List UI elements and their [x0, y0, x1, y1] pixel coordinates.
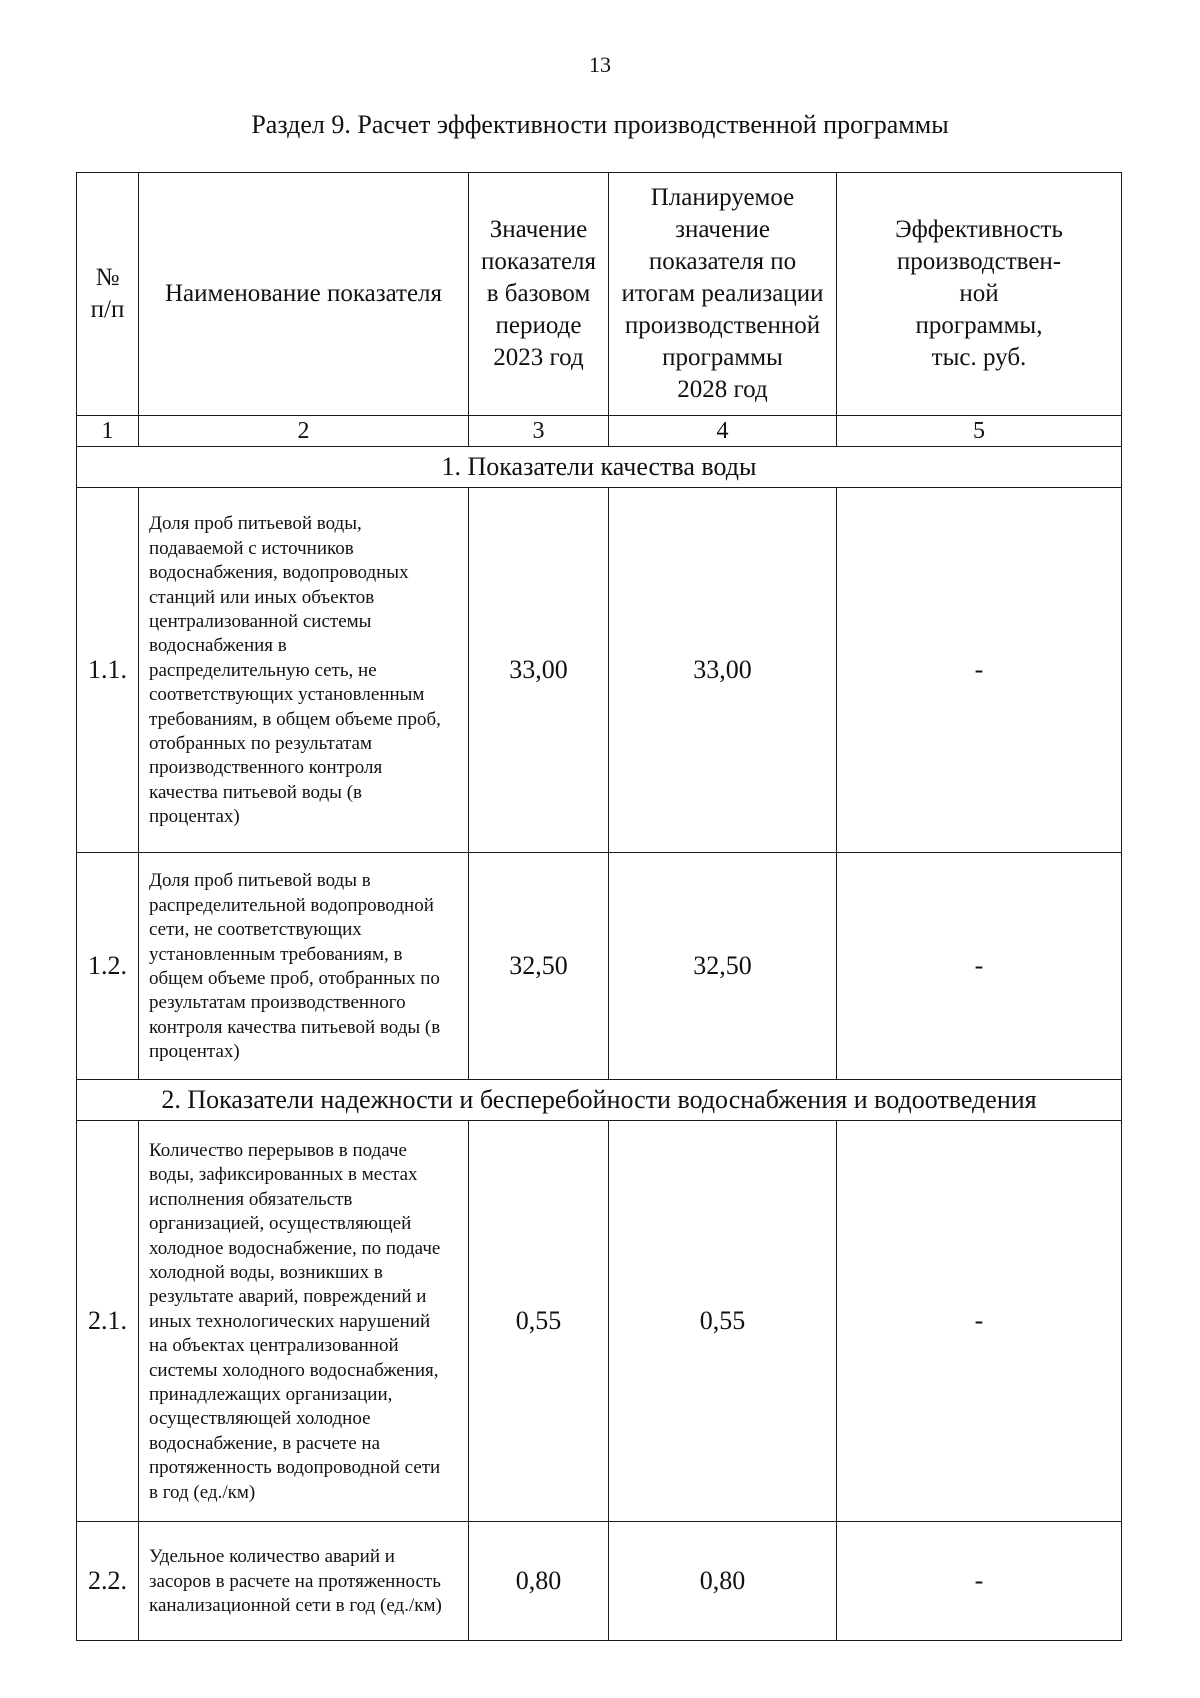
planned-value: 33,00	[609, 488, 837, 853]
table-row	[77, 1121, 1122, 1522]
table-row	[77, 488, 1122, 853]
section-row	[77, 447, 1122, 488]
table-row	[77, 853, 1122, 1080]
column-number: 1	[77, 416, 139, 447]
column-number: 5	[837, 416, 1122, 447]
row-index: 2.2.	[77, 1522, 139, 1641]
column-number: 2	[139, 416, 469, 447]
header-number: № п/п	[77, 173, 139, 416]
page-number: 13	[589, 52, 611, 77]
section-title: Раздел 9. Расчет эффективности производственной программы	[251, 110, 949, 139]
table-header-row	[77, 173, 1122, 416]
header-indicator-name: Наименование показателя	[139, 173, 469, 416]
column-number: 3	[469, 416, 609, 447]
base-value: 0,55	[469, 1121, 609, 1522]
section-heading: 1. Показатели качества воды	[77, 447, 1122, 488]
column-number-row	[77, 416, 1122, 447]
row-index: 2.1.	[77, 1121, 139, 1522]
planned-value: 32,50	[609, 853, 837, 1080]
indicator-name: Доля проб питьевой воды в распределительной водопроводной сети, не соответствующих установленным требованиям, в общем объеме проб, отобранных по результатам производственного контроля качества питьевой воды (в процентах)	[139, 853, 469, 1080]
row-index: 1.2.	[77, 853, 139, 1080]
indicator-name: Количество перерывов в подаче воды, зафиксированных в местах исполнения обязательств организацией, осуществляющей холодное водоснабжение, по подаче холодной воды, возникших в результате аварий, повреждений и иных технологических нарушений на объектах централизованной системы холодного водоснабжения, принадлежащих организации, осуществляющей холодное водоснабжение, в расчете на протяженность водопроводной сети в год (ед./км)	[139, 1121, 469, 1522]
efficiency-value: -	[837, 853, 1122, 1080]
column-number: 4	[609, 416, 837, 447]
header-planned-value: Планируемое значение показателя по итогам реализации производственной программы 2028 год	[609, 173, 837, 416]
base-value: 0,80	[469, 1522, 609, 1641]
efficiency-value: -	[837, 488, 1122, 853]
header-base-value: Значение показателя в базовом периоде 2023 год	[469, 173, 609, 416]
efficiency-value: -	[837, 1121, 1122, 1522]
planned-value: 0,55	[609, 1121, 837, 1522]
section-row	[77, 1080, 1122, 1121]
table-row	[77, 1522, 1122, 1641]
efficiency-table	[76, 172, 1122, 1641]
indicator-name: Удельное количество аварий и засоров в расчете на протяженность канализационной сети в год (ед./км)	[139, 1522, 469, 1641]
base-value: 32,50	[469, 853, 609, 1080]
header-efficiency: Эффективность производствен- ной программы, тыс. руб.	[837, 173, 1122, 416]
planned-value: 0,80	[609, 1522, 837, 1641]
row-index: 1.1.	[77, 488, 139, 853]
efficiency-value: -	[837, 1522, 1122, 1641]
base-value: 33,00	[469, 488, 609, 853]
indicator-name: Доля проб питьевой воды, подаваемой с источников водоснабжения, водопроводных станций или иных объектов централизованной системы водоснабжения в распределительную сеть, не соответствующих установленным требованиям, в общем объеме проб, отобранных по результатам производственного контроля качества питьевой воды (в процентах)	[139, 488, 469, 853]
section-heading: 2. Показатели надежности и бесперебойности водоснабжения и водоотведения	[77, 1080, 1122, 1121]
